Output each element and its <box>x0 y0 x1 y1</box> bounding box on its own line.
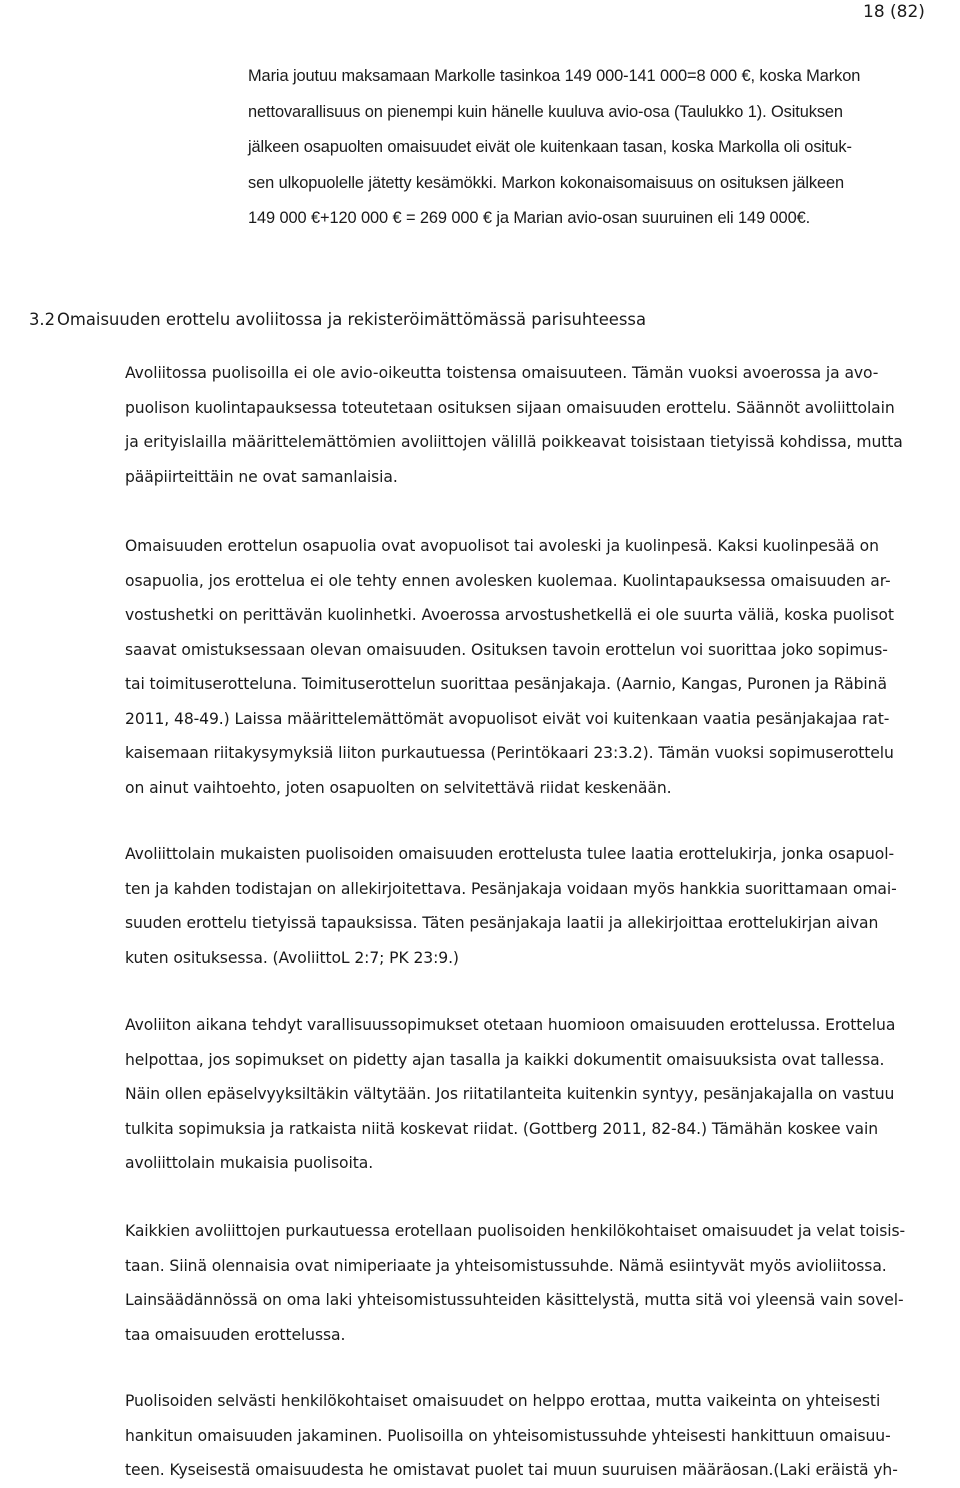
text-line: 149 000 €+120 000 € = 269 000 € ja Marian avio-osan suuruinen eli 149 000€. <box>248 209 811 227</box>
text-line: Omaisuuden erottelun osapuolia ovat avopuolisot tai avoleski ja kuolinpesä. Kaksi kuolinpesää on <box>125 537 879 555</box>
text-line: Avoliittolain mukaisten puolisoiden omaisuuden erottelusta tulee laatia erottelukirja, jonka osapuol- <box>125 845 895 863</box>
text-line: helpottaa, jos sopimukset on pidetty ajan tasalla ja kaikki dokumentit omaisuuksista ovat tallessa. <box>125 1050 885 1069</box>
section-heading <box>29 303 646 337</box>
text-line: Näin ollen epäselvyyksiltäkin vältytään. Jos riitatilanteita kuitenkin syntyy, pesänjakajalla on vastuu <box>125 1085 895 1103</box>
text-line: Lainsäädännössä on oma laki yhteisomistussuhteiden käsittelystä, mutta sitä voi yleensä vain sovel- <box>125 1291 904 1309</box>
text-line: ten ja kahden todistajan on allekirjoitettava. Pesänjakaja voidaan myös hankkia suorittamaan omai- <box>125 879 897 898</box>
text-line: on ainut vaihtoehto, joten osapuolten on selvitettävä riidat keskenään. <box>125 778 672 797</box>
paragraph-2 <box>125 529 955 805</box>
text-line: osapuolia, jos erottelua ei ole tehty ennen avolesken kuolemaa. Kuolintapauksessa omaisuuden ar- <box>125 571 891 590</box>
text-line: saavat omistuksessaan olevan omaisuuden. Osituksen tavoin erottelun voi suorittaa joko sopimus- <box>125 640 888 659</box>
text-line: Avoliitossa puolisoilla ei ole avio-oikeutta toistensa omaisuuteen. Tämän vuoksi avoerossa ja avo- <box>125 364 879 382</box>
text-line: Avoliiton aikana tehdyt varallisuussopimukset otetaan huomioon omaisuuden erottelussa. Erottelua <box>125 1016 896 1034</box>
paragraph-6 <box>125 1384 955 1488</box>
text-line: tai toimituserotteluna. Toimituserottelun suorittaa pesänjakaja. (Aarnio, Kangas, Puronen ja Räbinä <box>125 675 887 693</box>
text-line: taa omaisuuden erottelussa. <box>125 1325 346 1344</box>
paragraph-1 <box>125 356 955 494</box>
text-line: kuten osituksessa. (AvoliittoL 2:7; PK 23:9.) <box>125 948 459 967</box>
text-line: nettovarallisuus on pienempi kuin hänelle kuuluva avio-osa (Taulukko 1). Osituksen <box>248 102 843 121</box>
text-line: ja erityislailla määrittelemättömien avoliittojen välillä poikkeavat toisistaan tietyissä kohdissa, mutta <box>125 433 903 451</box>
text-line: hankitun omaisuuden jakaminen. Puolisoilla on yhteisomistussuhde yhteisesti hankittuun omaisuu- <box>125 1426 891 1445</box>
text-line: Kaikkien avoliittojen purkautuessa erotellaan puolisoiden henkilökohtaiset omaisuudet ja velat toisis- <box>125 1222 906 1240</box>
text-line: Puolisoiden selvästi henkilökohtaiset omaisuudet on helppo erottaa, mutta vaikeinta on yhteisesti <box>125 1392 881 1410</box>
text-line: vostushetki on perittävän kuolinhetki. Avoerossa arvostushetkellä ei ole suurta väliä, koska puolisot <box>125 606 894 624</box>
paragraph-3 <box>125 837 955 975</box>
text-line: taan. Siinä olennaisia ovat nimiperiaate ja yhteisomistussuhde. Nämä esiintyvät myös avioliitossa. <box>125 1256 887 1275</box>
text-line: pääpiirteittäin ne ovat samanlaisia. <box>125 467 398 486</box>
text-line: avoliittolain mukaisia puolisoita. <box>125 1154 374 1172</box>
text-line: tulkita sopimuksia ja ratkaista niitä koskevat riidat. (Gottberg 2011, 82-84.) Tämähän koskee vain <box>125 1119 878 1138</box>
page-number: 18 (82) <box>863 2 925 22</box>
intro-paragraph <box>248 59 958 237</box>
text-line: suuden erottelu tietyissä tapauksissa. Täten pesänjakaja laatii ja allekirjoittaa erottelukirjan aivan <box>125 914 879 932</box>
text-line: teen. Kyseisestä omaisuudesta he omistavat puolet tai muun suuruisen määräosan.(Laki eräistä yh- <box>125 1461 898 1479</box>
section-number: 3.2 <box>29 310 56 329</box>
text-line: sen ulkopuolelle jätetty kesämökki. Markon kokonaisomaisuus on osituksen jälkeen <box>248 173 845 192</box>
paragraph-5 <box>125 1214 955 1352</box>
text-line: jälkeen osapuolten omaisuudet eivät ole kuitenkaan tasan, koska Markolla oli osituk- <box>248 138 852 156</box>
text-line: 2011, 48-49.) Laissa määrittelemättömät avopuolisot eivät voi kuitenkaan vaatia pesänjakajaa rat- <box>125 709 890 728</box>
paragraph-4 <box>125 1008 955 1181</box>
text-line: puolison kuolintapauksessa toteutetaan osituksen sijaan omaisuuden erottelu. Säännöt avoliittolain <box>125 398 895 417</box>
text-line: Maria joutuu maksamaan Markolle tasinkoa 149 000-141 000=8 000 €, koska Markon <box>248 67 861 85</box>
section-title: Omaisuuden erottelu avoliitossa ja rekisteröimättömässä parisuhteessa <box>57 310 647 329</box>
text-line: kaisemaan riitakysymyksiä liiton purkautuessa (Perintökaari 23:3.2). Tämän vuoksi sopimuserottelu <box>125 744 894 762</box>
